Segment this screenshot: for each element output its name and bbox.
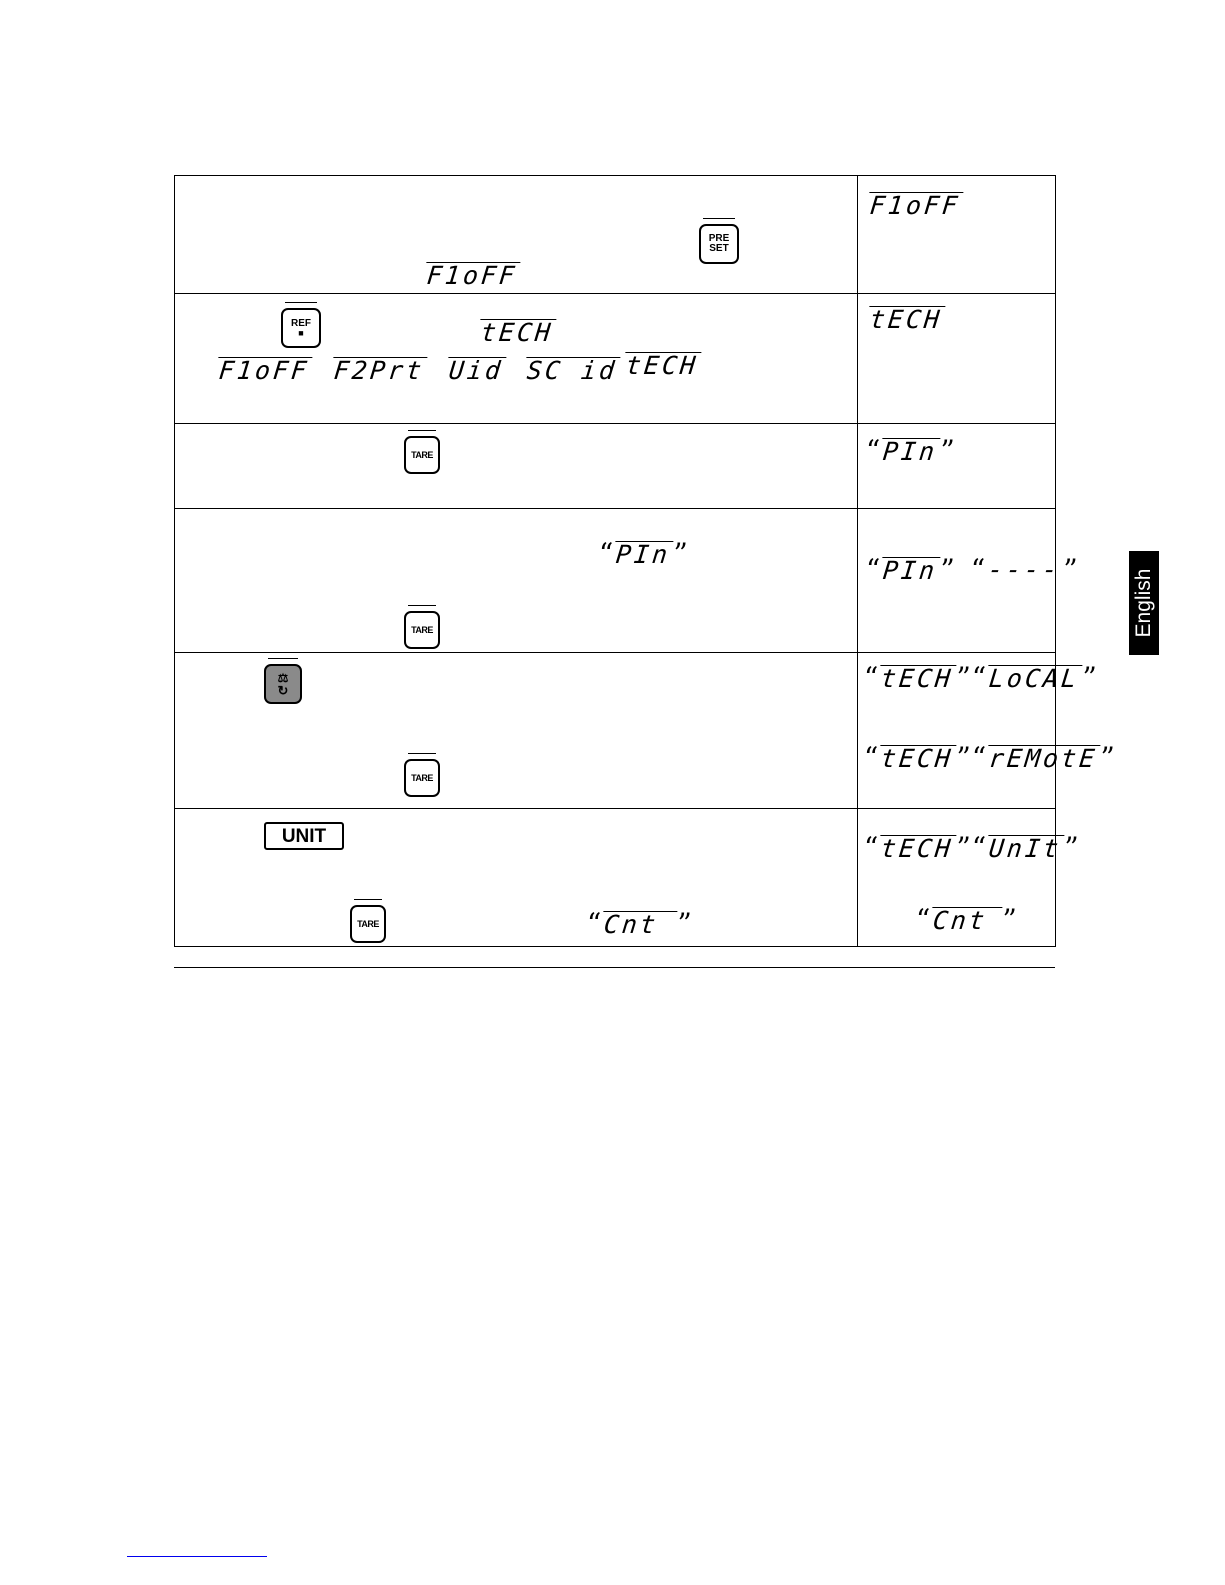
step-1-display [858,176,1056,294]
step-3-instruction [175,424,858,509]
step-4-instruction [175,509,858,653]
step-4-display [858,509,1078,653]
display-local: LoCAL [987,664,1081,693]
display-cnt-inline: Cnt [601,911,678,938]
step-row-2 [175,294,1056,424]
display-remote: rEMotE [987,744,1100,773]
tare-key-icon [404,611,440,649]
step-2-instruction [175,294,858,424]
settings-steps-table [174,175,1115,947]
display-cnt: Cnt [930,907,1003,934]
display-pin-inline-quoted: “ PIn ” [599,537,688,570]
scale-icon: ⚖ [277,670,289,685]
step-row-5 [175,653,1056,809]
language-tab-label: English [1132,568,1155,638]
preset-key-label-2: SET [709,243,729,254]
display-f1off: F1oFF [868,191,962,220]
display-tech: tECH [879,744,956,773]
step-5-instruction [175,653,858,809]
step-row-4 [175,509,1056,653]
display-pin-inline: PIn [614,540,673,569]
menu-display-f1off: F1oFF [217,356,311,385]
bottom-divider [174,967,1055,968]
menu-display-f2prt: F2Prt [332,356,426,385]
step-row-1 [175,176,1056,294]
balance-switch-key-icon [264,664,302,704]
preset-key-icon [699,224,739,264]
tare-key-icon [350,905,386,943]
unit-key-icon [264,822,344,850]
display-tech-inline: tECH [479,318,555,347]
cycle-icon: ↻ [277,682,289,698]
display-tech-remote: “ tECH ” “ rEMotE ” [864,741,1115,774]
step-6-display [858,809,1079,947]
tare-key-label: TARE [411,624,433,635]
display-dashes: ---- [986,555,1062,584]
tare-key-icon [404,436,440,474]
preset-key-label-1: PRE [708,233,730,244]
display-cnt-quoted: “ Cnt ” [916,903,1017,936]
tare-key-label: TARE [411,772,433,783]
display-pin: PIn [881,437,940,466]
display-tech-unit: “ tECH ” “ UnIt ” [864,831,1079,864]
step-row-3 [175,424,1056,509]
ref-key-icon [281,308,321,348]
display-tech-local: “ tECH ” “ LoCAL ” [864,661,1097,694]
menu-display-uid: Uid [447,356,505,385]
display-unit: UnIt [987,834,1063,863]
weight-icon: ■ [298,327,304,338]
display-tech: tECH [868,305,944,334]
display-pin: PIn [881,556,940,585]
language-tab [1129,551,1159,655]
tare-key-label: TARE [357,918,379,929]
unit-key-label: UNIT [281,825,327,847]
display-tech: tECH [879,664,956,693]
step-5-display [858,653,1115,809]
menu-display-scid: SC id [525,356,619,385]
menu-display-tech: tECH [624,351,700,380]
tare-key-label: TARE [411,449,433,460]
ref-key-label: REF [291,317,311,329]
footer-link-underline [127,1556,267,1557]
step-2-display [858,294,1056,424]
display-tech: tECH [879,834,956,863]
display-cnt-inline-quoted: “ Cnt ” [587,907,692,940]
step-1-instruction [175,176,858,294]
display-f1off-inline: F1oFF [425,261,519,290]
step-3-display [858,424,1056,509]
display-pin-dashes: “ PIn ” “ ---- ” [866,553,1078,586]
display-pin-quoted: “ PIn ” [866,434,955,467]
tare-key-icon [404,759,440,797]
step-6-instruction [175,809,858,947]
step-row-6 [175,809,1056,947]
